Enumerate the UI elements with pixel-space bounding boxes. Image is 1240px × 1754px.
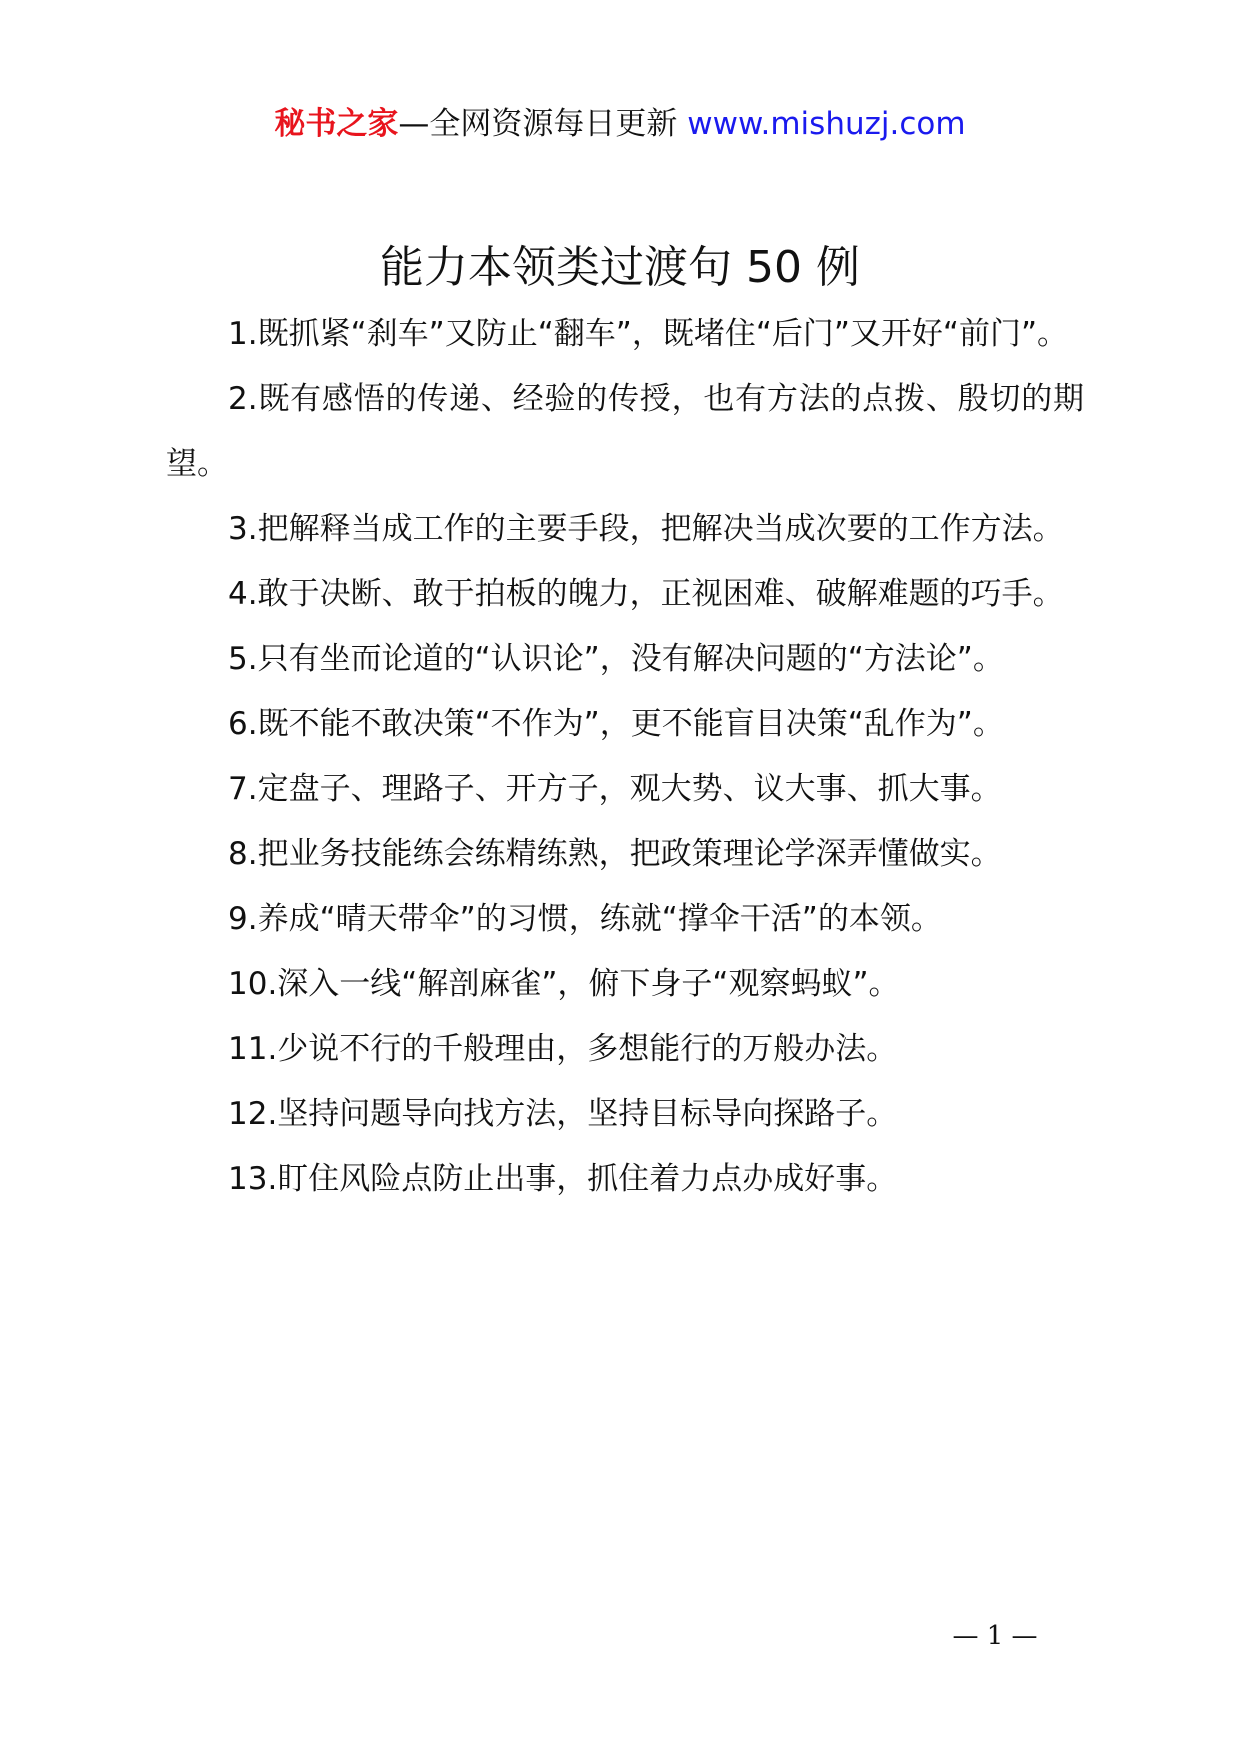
header-slogan: —全网资源每日更新 [398,106,678,142]
list-item: 10.深入一线“解剖麻雀”，俯下身子“观察蚂蚁”。 [228,966,900,1002]
document-title: 能力本领类过渡句 50 例 [380,242,860,293]
list-item: 3.把解释当成工作的主要手段，把解决当成次要的工作方法。 [228,511,1064,547]
list-item: 13.盯住风险点防止出事，抓住着力点办成好事。 [228,1161,898,1197]
list-item: 12.坚持问题导向找方法，坚持目标导向探路子。 [228,1096,898,1132]
list-item: 2.既有感悟的传递、经验的传授，也有方法的点拨、殷切的期望。 [166,381,1084,482]
list-item: 8.把业务技能练会练精练熟，把政策理论学深弄懂做实。 [228,836,1002,872]
list-item: 6.既不能不敢决策“不作为”，更不能盲目决策“乱作为”。 [228,706,1004,742]
list-item: 4.敢于决断、敢于拍板的魄力，正视困难、破解难题的巧手。 [228,576,1064,612]
list-item: 9.养成“晴天带伞”的习惯，练就“撑伞干活”的本领。 [228,901,942,937]
list-item: 5.只有坐而论道的“认识论”，没有解决问题的“方法论”。 [228,641,1004,677]
page-number: — 1 — [952,1621,1038,1651]
site-url-link[interactable]: www.mishuzj.com [687,106,966,142]
document-body [166,302,1084,1212]
list-item: 1.既抓紧“刹车”又防止“翻车”，既堵住“后门”又开好“前门”。 [228,316,1069,352]
brand-name: 秘书之家 [274,106,399,142]
list-item: 11.少说不行的千般理由，多想能行的万般办法。 [228,1031,898,1067]
site-header [0,100,1240,148]
list-item: 7.定盘子、理路子、开方子，观大势、议大事、抓大事。 [228,771,1002,807]
